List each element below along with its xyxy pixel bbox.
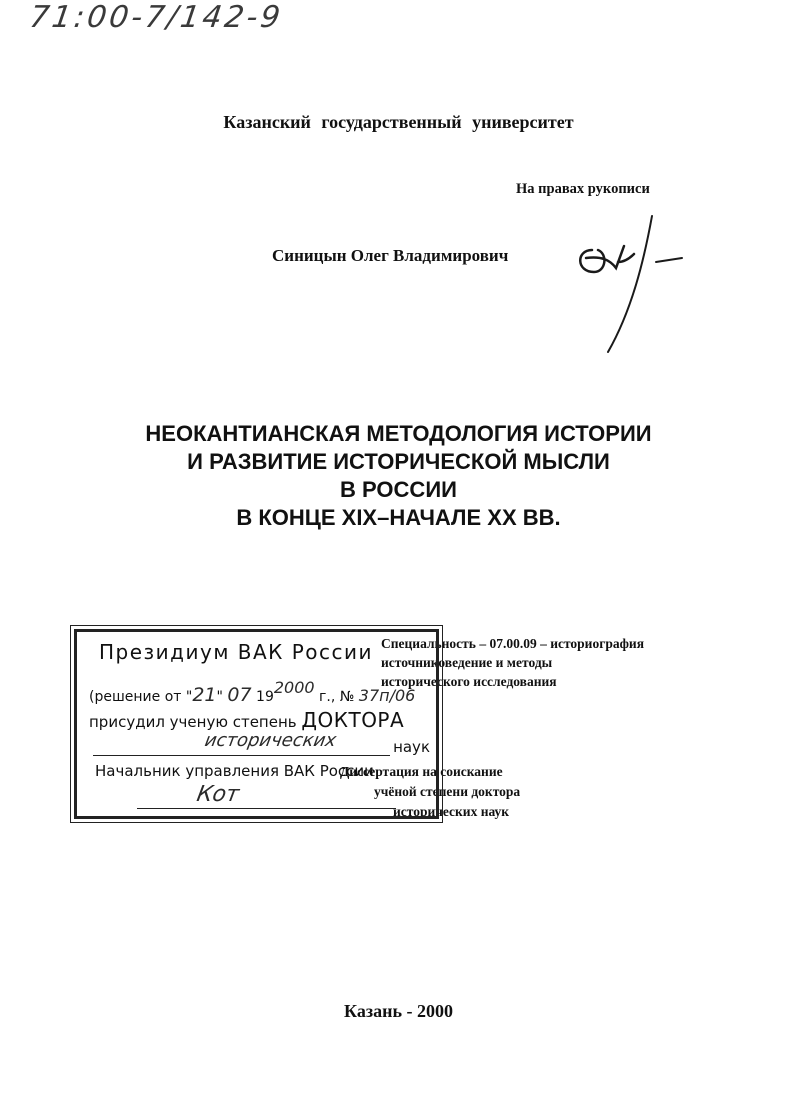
stamp-awarded-line: [89, 708, 404, 732]
stamp-chief-signature: Кот: [194, 782, 242, 807]
vak-approval-stamp: [74, 629, 439, 819]
title-line: И РАЗВИТИЕ ИСТОРИЧЕСКОЙ МЫСЛИ: [187, 449, 610, 474]
manuscript-rights-note: На правах рукописи: [516, 181, 650, 197]
stamp-month-handwritten: 07: [227, 684, 252, 706]
stamp-title: Президиум ВАК России: [99, 640, 374, 664]
stamp-field-rule: [93, 755, 390, 756]
stamp-number-handwritten: 37п/06: [358, 686, 416, 705]
stamp-number-prefix: г., №: [319, 689, 355, 705]
stamp-decision-line: [89, 678, 416, 706]
degree-claim-line: учёной степени доктора: [374, 784, 521, 799]
stamp-decision-prefix: (решение от ": [89, 689, 193, 705]
stamp-month-sep: ": [216, 689, 223, 705]
stamp-degree: ДОКТОРА: [301, 708, 405, 732]
specialty-line: исторического исследования: [381, 674, 557, 689]
archive-handwritten-mark: 71:00-7/142-9: [27, 0, 286, 35]
degree-claim-line: исторических наук: [393, 804, 510, 819]
stamp-awarded-prefix: присудил ученую степень: [89, 713, 297, 731]
university-name: Казанский государственный университет: [223, 112, 574, 132]
stamp-chief-label: Начальник управления ВАК России: [95, 762, 374, 780]
degree-claim-line: Диссертация на соискание: [340, 764, 503, 779]
city-year: Казань - 2000: [344, 1001, 453, 1021]
specialty-line: Специальность – 07.00.09 – историография: [381, 636, 645, 651]
author-name: Синицын Олег Владимирович: [272, 246, 509, 265]
stamp-field-handwritten: исторических: [203, 730, 338, 751]
specialty-line: источниковедение и методы: [381, 655, 553, 670]
stamp-year-prefix: 19: [256, 689, 274, 705]
dissertation-title: [0, 420, 797, 532]
stamp-signature-rule: [137, 808, 396, 809]
title-line: В КОНЦЕ XIX–НАЧАЛЕ XX ВВ.: [236, 505, 561, 530]
stamp-field-unit: наук: [393, 738, 430, 756]
stamp-day-handwritten: 21: [192, 684, 217, 706]
title-line: В РОССИИ: [340, 477, 457, 502]
author-signature: [572, 210, 692, 360]
stamp-field-line: [85, 730, 430, 760]
stamp-year-handwritten: 2000: [273, 678, 315, 697]
title-line: НЕОКАНТИАНСКАЯ МЕТОДОЛОГИЯ ИСТОРИИ: [145, 421, 652, 446]
